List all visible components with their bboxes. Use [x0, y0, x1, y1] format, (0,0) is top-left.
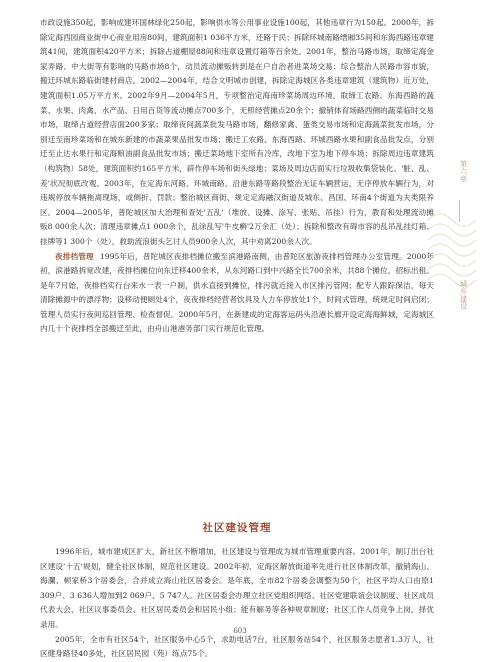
chapter-side-tab — [448, 160, 472, 335]
main-text-column — [40, 16, 434, 337]
paragraph-night-market — [40, 250, 434, 338]
community-text-column — [40, 545, 434, 662]
paragraph-night-market-text: 1995年后，普陀城区夜排档摊位搬至滨港路南侧，由普陀区旅游夜排档管理办公室管理。2000年初，滨港路拆宽改建，夜排档摊位向东迁移400余米，从东河路口到中兴路全长700余米，共88个摊位，招标出租。是年7月始，夜排档实行台来水一表一户制，供水直接到摊位，排污就近接入市区排污管网；配专人跟踪保洁，每天清除摊源中的漂浮物；设移动便厕处4个，夜夜排档经营者饮具及人力车停放处1个，时间式管理，统规定时间启闭；管理人员实行夜间巡回管理、检查督促。2000年5月，在新建成的定海客运码头沿港长廊开设定海海鲜城，定海城区内几十个夜排档全部搬迁至此，由舟山港港务部门实行规范化管理。 — [40, 251, 435, 334]
paragraph-lead-night-market: 夜排档管理 — [55, 251, 94, 261]
chapter-label: 第六章 — [459, 160, 468, 183]
section-title: 社区建设管理 — [202, 522, 272, 534]
paragraph-community-2: 2005年，全市有社区54个，社区服务中心5个，求助电话7台，社区服务站54个，社区服务志愿者1.3万人，社区健身路径40多处，社区居民园（苑）练点75个。 — [40, 634, 434, 659]
paragraph-community-1: 1996年后，城市建成区扩大，新社区不断增加，社区建设与管理成为城市管理重要内容。2001年，制订出台社区建设'十五'规划，健全社区体制，规范社区建设。2002年初，定海区解放街道率先进行社区体制改革，撤销海山、海瀾、顿家桥3个居委会，合并成立海山社区居委会。是年底，全市82个居委会调整为50个，社区平均人口由原1 309户、3 636人增加到2 069户、5 747人。社区居委会办理立社区党组织网络、社区党建联谊会议制度、社区成员代表大会、社区议事委员会、社区居民委员会和居民小组；能有解务等各种规章制度；社区工作人员竞争上岗，择优录用。 — [40, 547, 435, 629]
tab-divider — [459, 200, 460, 222]
page-number: 603 — [233, 627, 247, 635]
section-label: 城乡建设 — [459, 280, 468, 310]
paragraph-city-appearance: 市政设施350起，影响成建环国林绿化250起，影响供水等公用事业设施100起，其他违章行为150起。2000年，拆除定海西园商业街中心商业用房80间，建筑面积1 036平方米，还路于民；拆除环城南路缙厢35间和东海西路违章建筑41间，建筑面积420平方米；拆除占道棚屋88间和违章设置灯箱等百余处。2001年，整治马路市场，取缔定海金家弄路、中大街等有影响的马路市场8个，动员流动摊贩转到是在户自治者进菜场交易；综合整治人民路市容市貌，搬迁环城东路临街建材商店。2002—2004年，结合文明城市创建，拆除定海城区各类违章建筑（建筑物）近万处，建筑面积1.05万平方米。2002年9月—2004年5月，专项整治定海南珍菜场周边环境，取缔工农路、东海西路的蔬菜、水果、肉禽、水产品、日用百货等流动摊点700多个，无照经营摊点20余个；撤销体育场路西侧的蔬菜临时交易市场，取缔占道经营店面200多家；取缔夜间蔬菜批发马路市场，翻修家禽、蛋类交易市场和定海蔬菜批发市场，分别迁至南珍菜场和在城东新建的市蔬菜果品批发市场；搬迁工农路、东海西路、环城西路水果和副食品批发点，分别迁至止达水果行和定海粮油副食品批发市场；搬迁菜场地下室所有冷库，改地下室为地下停车场；拆除周边违章建筑（构筑物）58处，建筑面积约165平方米，辟作停车场和街头绿地；菜场及周边店面实行垃圾收集袋装化。'脏、乱、差'状况彻底改观。2003年，在定海东河路、环城南路、沿港东路等路段整治无证车辆营运，无序停放车辆行为，对违规停放车辆拖离现场，或侧折、罚款；整治城区商街、规定定海融汉街道及城东、昌国、环南4个街道为夫类限养区。2004—2005年，普陀城区加大治理和查处'五乱'（堆放、设摊、涂写、张贴、吊挂）行为，教育和处理流动摊贩8 000余人次；清理违章摊点1 000余个，乱涂乱写'牛皮癣'2万余汇（处）；拆除和整改有碍市容的乱吊乱挂灯箱、挂牌等1 300个（处），救助流浪街头乞讨人员900余人次，其中劝离200余人次。 — [40, 18, 434, 246]
